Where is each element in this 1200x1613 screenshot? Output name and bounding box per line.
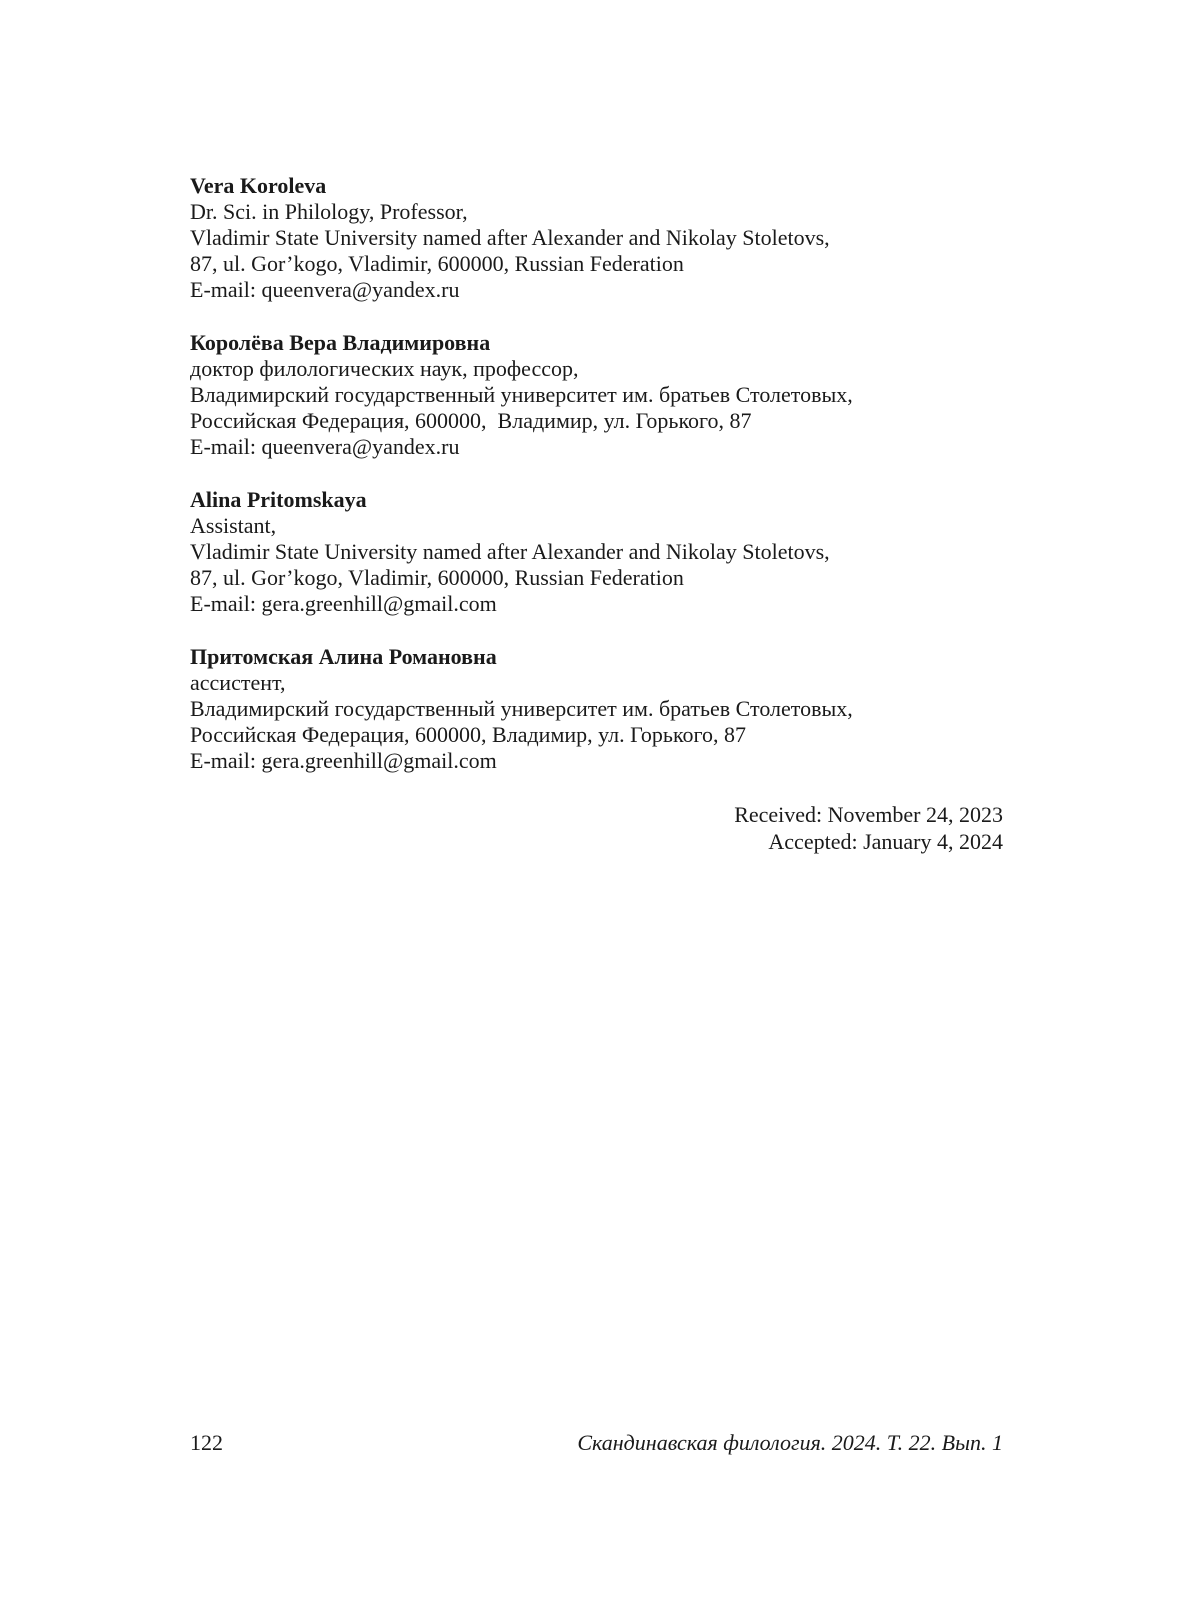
author-name: Королёва Вера Владимировна bbox=[190, 330, 491, 355]
received-date: Received: November 24, 2023 bbox=[734, 802, 1003, 827]
author-address: 87, ul. Gor’kogo, Vladimir, 600000, Russian Federation bbox=[190, 565, 684, 590]
author-degree: доктор филологических наук, профессор, bbox=[190, 356, 579, 381]
author-degree: Assistant, bbox=[190, 513, 277, 538]
author-block-ru-pritomskaya bbox=[190, 644, 1003, 774]
author-email: E-mail: queenvera@yandex.ru bbox=[190, 434, 460, 459]
author-email: E-mail: gera.greenhill@gmail.com bbox=[190, 748, 497, 773]
author-affiliation: Vladimir State University named after Alexander and Nikolay Stoletovs, bbox=[190, 225, 830, 250]
author-affiliation: Vladimir State University named after Alexander and Nikolay Stoletovs, bbox=[190, 539, 830, 564]
author-affiliation: Владимирский государственный университет им. братьев Столетовых, bbox=[190, 382, 853, 407]
author-name: Alina Pritomskaya bbox=[190, 487, 367, 512]
author-block-en-pritomskaya bbox=[190, 487, 1003, 617]
author-name: Vera Koroleva bbox=[190, 173, 327, 198]
author-info-section bbox=[190, 173, 1003, 855]
accepted-date: Accepted: January 4, 2024 bbox=[768, 829, 1003, 854]
author-affiliation: Владимирский государственный университет им. братьев Столетовых, bbox=[190, 696, 853, 721]
author-block-ru-koroleva bbox=[190, 330, 1003, 460]
author-address: Российская Федерация, 600000, Владимир, ул. Горького, 87 bbox=[190, 722, 747, 747]
journal-citation: Скандинавская филология. 2024. Т. 22. Вып. 1 bbox=[577, 1430, 1003, 1455]
author-degree: Dr. Sci. in Philology, Professor, bbox=[190, 199, 468, 224]
author-address: Российская Федерация, 600000, Владимир, ул. Горького, 87 bbox=[190, 408, 752, 433]
author-name: Притомская Алина Романовна bbox=[190, 644, 497, 669]
author-address: 87, ul. Gor’kogo, Vladimir, 600000, Russian Federation bbox=[190, 251, 684, 276]
submission-dates bbox=[190, 801, 1003, 855]
author-email: E-mail: queenvera@yandex.ru bbox=[190, 277, 460, 302]
author-block-en-koroleva bbox=[190, 173, 1003, 303]
page-footer bbox=[190, 1430, 1003, 1456]
author-email: E-mail: gera.greenhill@gmail.com bbox=[190, 591, 497, 616]
author-degree: ассистент, bbox=[190, 670, 286, 695]
page-number: 122 bbox=[190, 1430, 223, 1455]
